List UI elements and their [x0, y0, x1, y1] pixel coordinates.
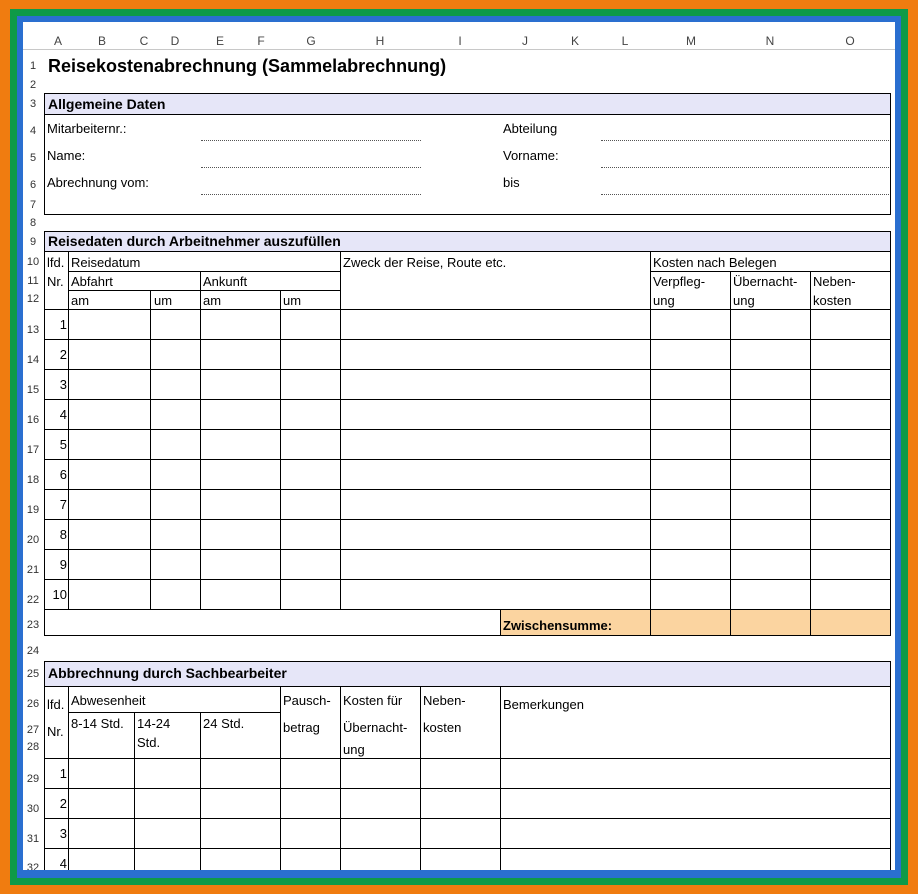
row-24[interactable]: 24	[26, 645, 40, 657]
row-3[interactable]: 3	[29, 98, 37, 110]
s3-col-8-14: 8-14 Std.	[71, 716, 124, 731]
col-K[interactable]: K	[570, 34, 579, 48]
field-abrechnung-vom[interactable]	[201, 194, 421, 195]
row-29[interactable]: 29	[26, 773, 40, 785]
col-F[interactable]: F	[257, 34, 265, 48]
col-uebernachtung-1: Übernacht-	[733, 274, 798, 289]
row-1[interactable]: 1	[29, 60, 37, 72]
row-16[interactable]: 16	[26, 414, 40, 426]
col-D[interactable]: D	[170, 34, 180, 48]
row-10[interactable]: 10	[26, 256, 40, 268]
row-17[interactable]: 17	[26, 444, 40, 456]
col-O[interactable]: O	[845, 34, 855, 48]
row-8[interactable]: 8	[29, 217, 37, 229]
s3-row-4: 4	[59, 856, 67, 870]
s3-col-lfd: lfd.	[47, 697, 65, 712]
col-J[interactable]: J	[522, 34, 528, 48]
label-vorname: Vorname:	[503, 148, 559, 163]
row-9[interactable]: 9	[29, 236, 37, 248]
row-32[interactable]: 32	[26, 862, 40, 870]
row-22[interactable]: 22	[26, 594, 40, 606]
col-am-2: am	[203, 293, 222, 308]
row-27[interactable]: 27	[26, 724, 40, 736]
s3-row-2: 2	[59, 796, 67, 811]
col-kosten-nach-belegen: Kosten nach Belegen	[653, 255, 777, 270]
s3-col-kosten-1: Kosten für	[343, 693, 403, 708]
col-nebenkosten-1: Neben-	[813, 274, 856, 289]
col-verpflegung-1: Verpfleg-	[653, 274, 706, 289]
s3-col-neben-1: Neben-	[423, 693, 466, 708]
spreadsheet[interactable]	[23, 22, 895, 870]
col-L[interactable]: L	[621, 34, 629, 48]
row-6[interactable]: 6	[29, 179, 37, 191]
row-14[interactable]: 14	[26, 354, 40, 366]
trip-row-10: 10	[52, 587, 67, 602]
row-5[interactable]: 5	[29, 152, 37, 164]
row-15[interactable]: 15	[26, 384, 40, 396]
row-26[interactable]: 26	[26, 698, 40, 710]
s3-col-pauschbetrag-2: betrag	[283, 720, 320, 735]
col-I[interactable]: I	[458, 34, 462, 48]
section3-title: Abbrechnung durch Sachbearbeiter	[48, 665, 287, 681]
s3-col-pauschbetrag-1: Pausch-	[283, 693, 331, 708]
row-20[interactable]: 20	[26, 534, 40, 546]
s3-row-1: 1	[59, 766, 67, 781]
s3-col-kosten-3: ung	[343, 742, 365, 757]
row-25[interactable]: 25	[26, 668, 40, 680]
col-C[interactable]: C	[139, 34, 149, 48]
col-am-1: am	[71, 293, 90, 308]
page-title: Reisekostenabrechnung (Sammelabrechnung)	[48, 56, 447, 76]
col-um-1: um	[154, 293, 173, 308]
field-mitarbeiternr[interactable]	[201, 140, 421, 141]
trip-row-7: 7	[59, 497, 67, 512]
col-nebenkosten-2: kosten	[813, 293, 852, 308]
row-18[interactable]: 18	[26, 474, 40, 486]
field-abteilung[interactable]	[601, 140, 889, 141]
field-vorname[interactable]	[601, 167, 889, 168]
s3-col-bemerkungen: Bemerkungen	[503, 697, 584, 712]
s3-col-14-24-a: 14-24	[137, 716, 171, 731]
col-uebernachtung-2: ung	[733, 293, 755, 308]
col-H[interactable]: H	[375, 34, 385, 48]
col-zweck: Zweck der Reise, Route etc.	[343, 255, 507, 270]
row-7[interactable]: 7	[29, 199, 37, 211]
header-divider	[23, 49, 895, 50]
label-mitarbeiternr: Mitarbeiternr.:	[47, 121, 127, 136]
col-abfahrt: Abfahrt	[71, 274, 113, 289]
label-abteilung: Abteilung	[503, 121, 558, 136]
trip-row-8: 8	[59, 527, 67, 542]
label-name: Name:	[47, 148, 86, 163]
field-name[interactable]	[201, 167, 421, 168]
section2-title: Reisedaten durch Arbeitnehmer auszufüllen	[48, 233, 341, 249]
field-bis[interactable]	[601, 194, 889, 195]
row-30[interactable]: 30	[26, 803, 40, 815]
row-19[interactable]: 19	[26, 504, 40, 516]
col-um-2: um	[283, 293, 302, 308]
col-nr: Nr.	[47, 274, 64, 289]
subtotal-value-cells[interactable]	[651, 610, 890, 635]
row-4[interactable]: 4	[29, 125, 37, 137]
trip-row-5: 5	[59, 437, 67, 452]
label-bis: bis	[503, 175, 520, 190]
trip-row-2: 2	[59, 347, 67, 362]
label-abrechnung-vom: Abrechnung vom:	[47, 175, 149, 190]
col-A[interactable]: A	[53, 34, 62, 48]
col-reisedatum: Reisedatum	[71, 255, 141, 270]
trip-row-3: 3	[59, 377, 67, 392]
trip-row-9: 9	[59, 557, 67, 572]
s3-col-14-24-b: Std.	[137, 735, 161, 750]
row-31[interactable]: 31	[26, 833, 40, 845]
col-G[interactable]: G	[306, 34, 316, 48]
row-21[interactable]: 21	[26, 564, 40, 576]
s3-col-24: 24 Std.	[203, 716, 245, 731]
row-11[interactable]: 11	[27, 275, 39, 287]
s3-col-kosten-2: Übernacht-	[343, 720, 408, 735]
s3-col-abwesenheit: Abwesenheit	[71, 693, 146, 708]
row-12[interactable]: 12	[26, 293, 40, 305]
col-N[interactable]: N	[765, 34, 775, 48]
col-E[interactable]: E	[215, 34, 224, 48]
row-28[interactable]: 28	[26, 741, 40, 753]
section1-title: Allgemeine Daten	[48, 96, 166, 112]
row-2[interactable]: 2	[29, 79, 37, 91]
col-M[interactable]: M	[686, 34, 696, 48]
s3-col-neben-2: kosten	[423, 720, 462, 735]
trip-row-6: 6	[59, 467, 67, 482]
trip-row-4: 4	[59, 407, 67, 422]
row-23[interactable]: 23	[26, 619, 40, 631]
subtotal-label: Zwischensumme:	[503, 618, 613, 633]
s3-row-3: 3	[59, 826, 67, 841]
row-13[interactable]: 13	[26, 324, 40, 336]
col-B[interactable]: B	[97, 34, 106, 48]
trip-row-1: 1	[59, 317, 67, 332]
section1-band	[44, 94, 890, 114]
col-verpflegung-2: ung	[653, 293, 675, 308]
col-ankunft: Ankunft	[203, 274, 248, 289]
col-lfd: lfd.	[47, 255, 65, 270]
s3-col-nr: Nr.	[47, 724, 64, 739]
